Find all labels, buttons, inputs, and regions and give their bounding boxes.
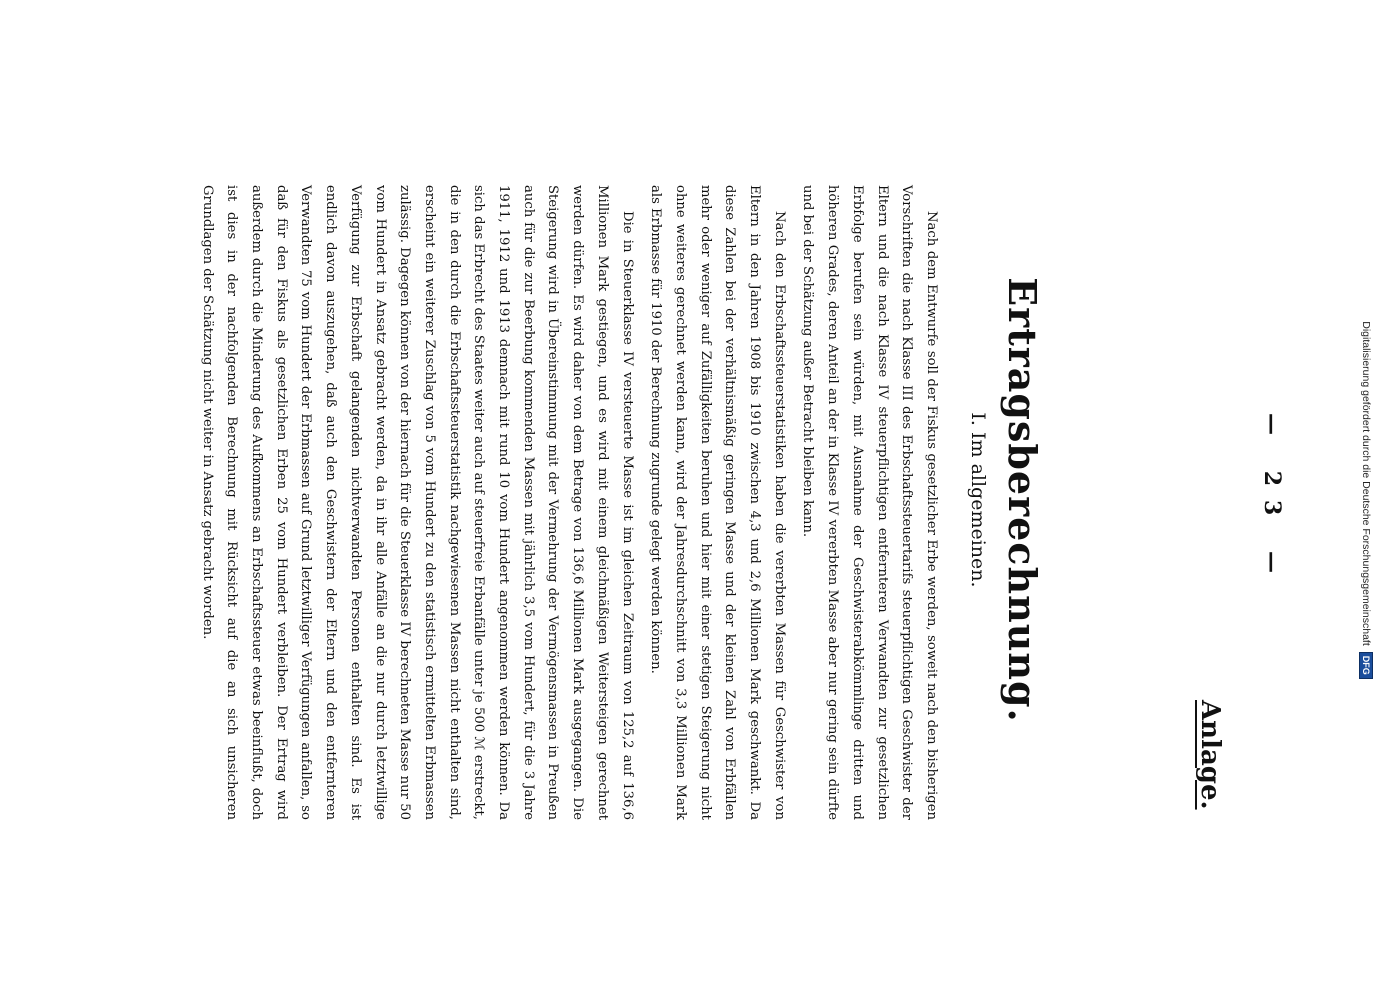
document-title: Ertragsberechnung. — [1000, 277, 1045, 723]
digitization-credit — [1359, 0, 1373, 1000]
digitization-credit-text: Digitalisierung gefördert durch die Deutsche Forschungsgemeinschaft — [1360, 321, 1372, 646]
paragraph: Nach dem Entwurfe soll der Fiskus gesetzlicher Erbe werden, soweit nach den bisherigen Vorschriften die nach Klasse III des Erbschaftssteuertarifs steuerpflichtigen Geschwister der Eltern und die nach Klasse IV steuerpflichtigen entfernteren Verwandten zur gesetzlichen Erbfolge berufen sein würden, mit Ausnahme der Geschwisterabkömmlinge dritten und höheren Grades, deren Anteil an der in Klasse IV vererbten Masse aber nur gering sein dürfte und bei der Schätzung außer Betracht bleiben kann. — [800, 185, 939, 820]
paragraph: Die in Steuerklasse IV versteuerte Masse ist im gleichen Zeitraum von 125,2 auf 136,6 Millionen Mark gestiegen, und es wird mit einem gleichmäßigen Weitersteigen gerechnet werden dürfen. Es wird daher von dem Betrage von 136,6 Millionen Mark ausgegangen. Die Steigerung wird in Übereinstimmung mit der Vermehrung der Vermögensmassen in Preußen auch für die zur Beerbung kommenden Massen mit jährlich 3,5 vom Hundert, für die 3 Jahre 1911, 1912 und 1913 demnach mit rund 10 vom Hundert angenommen werden können. Da sich das Erbrecht des Staates weiter auch auf steuerfreie Erbanfälle unter je 500 ℳ erstreckt, die in den durch die Erbschaftssteuerstatistik nachgewiesenen Massen nicht enthalten sind, erscheint ein weiterer Zuschlag von 5 vom Hundert zu den statistisch ermittelten Erbmassen zulässig. Dagegen können von der hiernach für die Steuerklasse IV berechneten Masse nur 50 vom Hundert in Ansatz gebracht werden, da in ihr alle Anfälle an die nur durch letztwillige Verfügung zur Erbschaft gelangenden nichtverwandten Personen enthalten sind. Es ist endlich davon auszugehen, daß auch den Geschwistern der Eltern und den entfernteren Verwandten 75 vom Hundert der Erbmassen auf Grund letztwilliger Verfügungen anfallen, so daß für den Fiskus als gesetzlichen Erben 25 vom Hundert verbleiben. Der Ertrag wird außerdem durch die Minderung des Aufkommens an Erbschaftssteuer etwas beeinflußt, doch ist dies in der nachfolgenden Berechnung mit Rücksicht auf die an sich unsicheren Grundlagen der Schätzung nicht weiter in Ansatz gebracht worden. — [199, 185, 635, 820]
page-number: — 23 — — [1259, 413, 1285, 587]
body-text — [190, 185, 943, 820]
appendix-label: Anlage. — [1195, 700, 1225, 810]
section-heading: I. Im allgemeinen. — [967, 412, 989, 588]
dfg-logo: DFG — [1359, 652, 1373, 679]
paragraph: Nach den Erbschaftssteuerstatistiken haben die vererbten Massen für Geschwister von Eltern in den Jahren 1908 bis 1910 zwischen 4,3 und 2,6 Millionen Mark geschwankt. Da diese Zahlen bei der verhältnismäßig geringen Masse und der kleinen Zahl von Erbfällen mehr oder weniger auf Zufälligkeiten beruhen und hier mit einer stetigen Steigerung nicht ohne weiteres gerechnet werden kann, wird der Jahresdurchschnitt von 3,3 Millionen Mark als Erbmasse für 1910 der Berechnung zugrunde gelegt werden können. — [648, 185, 787, 820]
